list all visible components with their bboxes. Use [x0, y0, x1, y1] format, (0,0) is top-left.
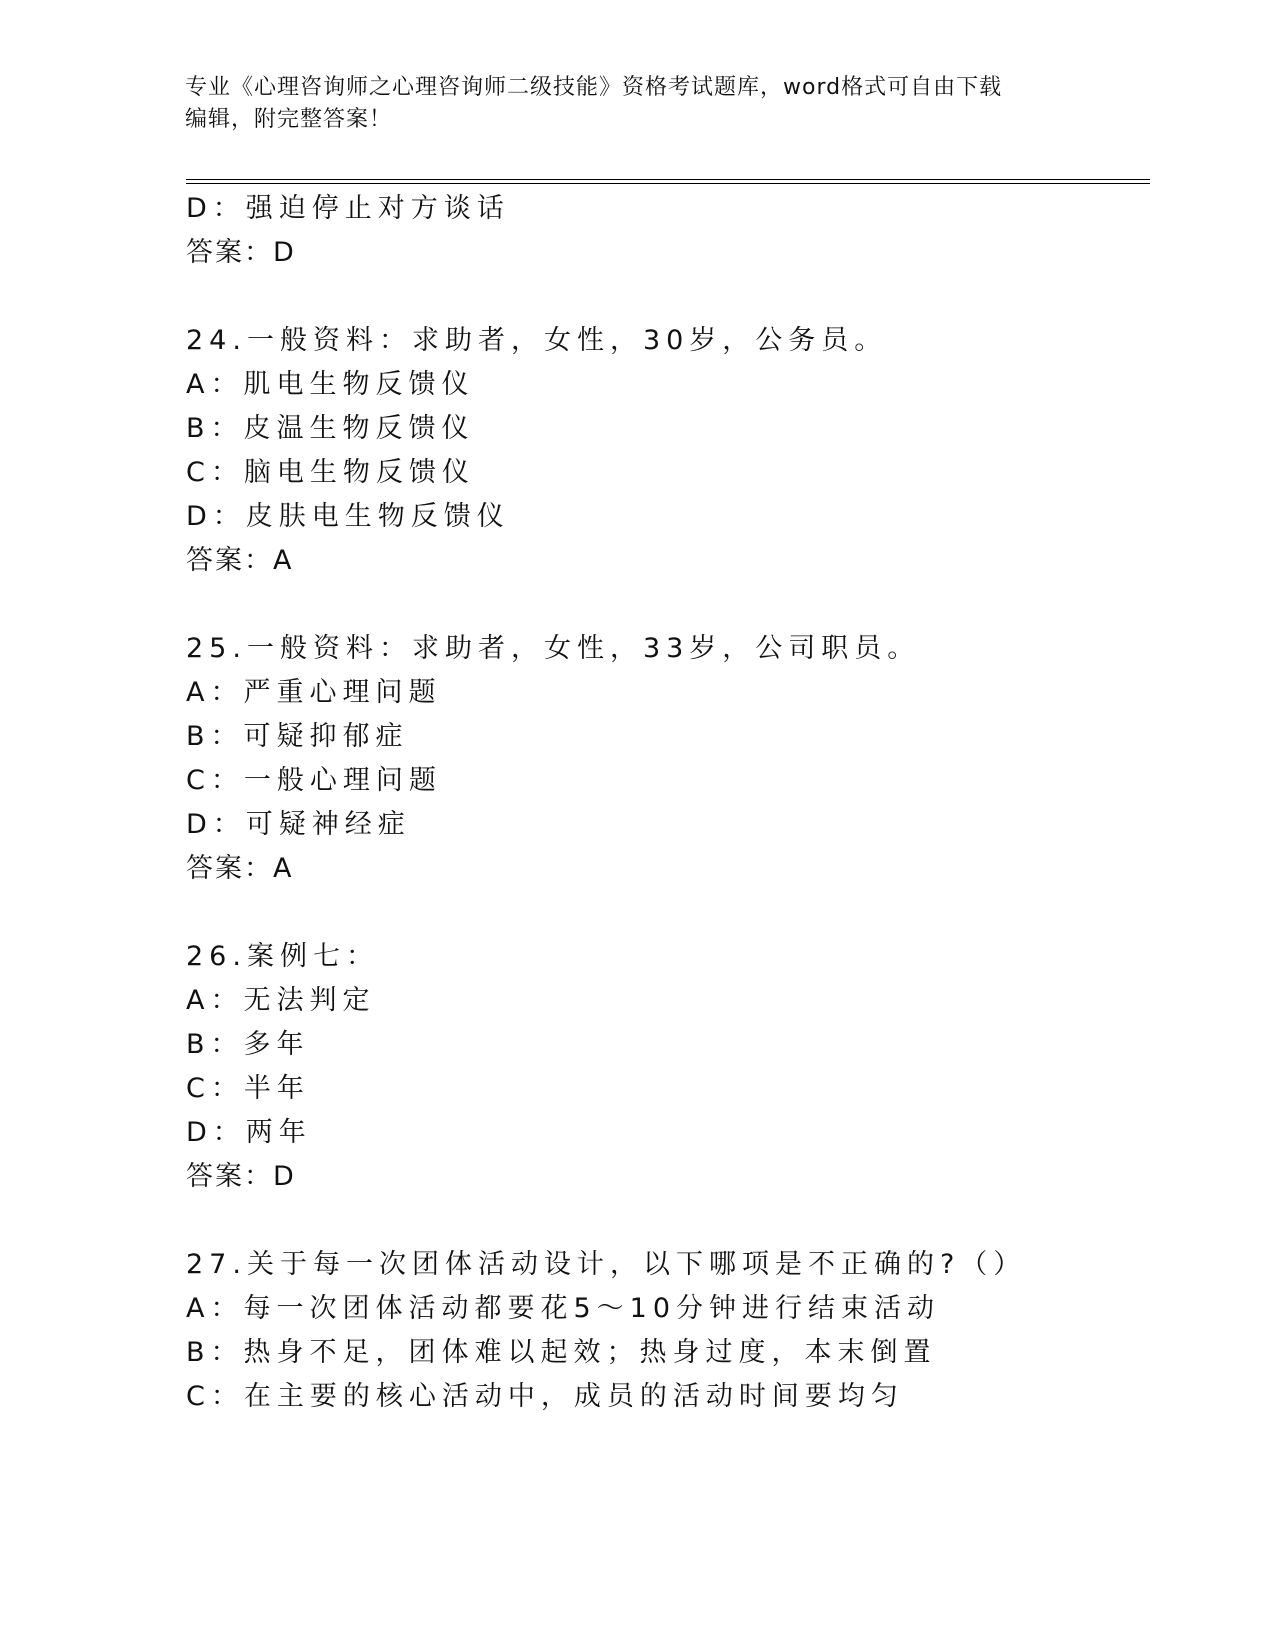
header-line-2: 编辑，附完整答案！ — [185, 107, 393, 132]
question-24-option-b: B：皮温生物反馈仪 — [186, 413, 475, 444]
question-26-option-b: B：多年 — [186, 1029, 310, 1060]
question-25-option-d: D：可疑神经症 — [186, 809, 411, 840]
question-25-option-a: A：严重心理问题 — [186, 677, 442, 708]
question-24-answer: 答案：A — [186, 545, 294, 576]
question-26-option-a: A：无法判定 — [186, 985, 376, 1016]
question-27-option-a: A：每一次团体活动都要花5～10分钟进行结束活动 — [186, 1293, 941, 1324]
question-25-option-b: B：可疑抑郁症 — [186, 721, 409, 752]
question-27-stem: 27.关于每一次团体活动设计，以下哪项是不正确的?（） — [186, 1249, 1027, 1280]
question-24-option-a: A：肌电生物反馈仪 — [186, 369, 475, 400]
question-26-stem: 26.案例七： — [186, 941, 379, 972]
question-25-stem: 25.一般资料：求助者，女性，33岁，公司职员。 — [186, 633, 921, 664]
header-line-1: 专业《心理咨询师之心理咨询师二级技能》资格考试题库，word格式可自由下载 — [185, 75, 1003, 100]
question-24-option-c: C：脑电生物反馈仪 — [186, 457, 475, 488]
question-26-answer: 答案：D — [186, 1161, 296, 1192]
prev-answer: 答案：D — [186, 237, 296, 268]
question-24-stem: 24.一般资料：求助者，女性，30岁，公务员。 — [186, 325, 888, 356]
prev-option-d: D：强迫停止对方谈话 — [186, 193, 510, 224]
header-rule-top — [186, 179, 1150, 180]
question-27-option-c: C：在主要的核心活动中，成员的活动时间要均匀 — [186, 1381, 904, 1412]
question-26-option-d: D：两年 — [186, 1117, 312, 1148]
question-25-answer: 答案：A — [186, 853, 294, 884]
header-rule-bottom — [186, 183, 1150, 184]
question-26-option-c: C：半年 — [186, 1073, 310, 1104]
question-27-option-b: B：热身不足，团体难以起效；热身过度，本末倒置 — [186, 1337, 937, 1368]
question-25-option-c: C：一般心理问题 — [186, 765, 442, 796]
document-header — [185, 72, 1085, 136]
question-24-option-d: D：皮肤电生物反馈仪 — [186, 501, 510, 532]
